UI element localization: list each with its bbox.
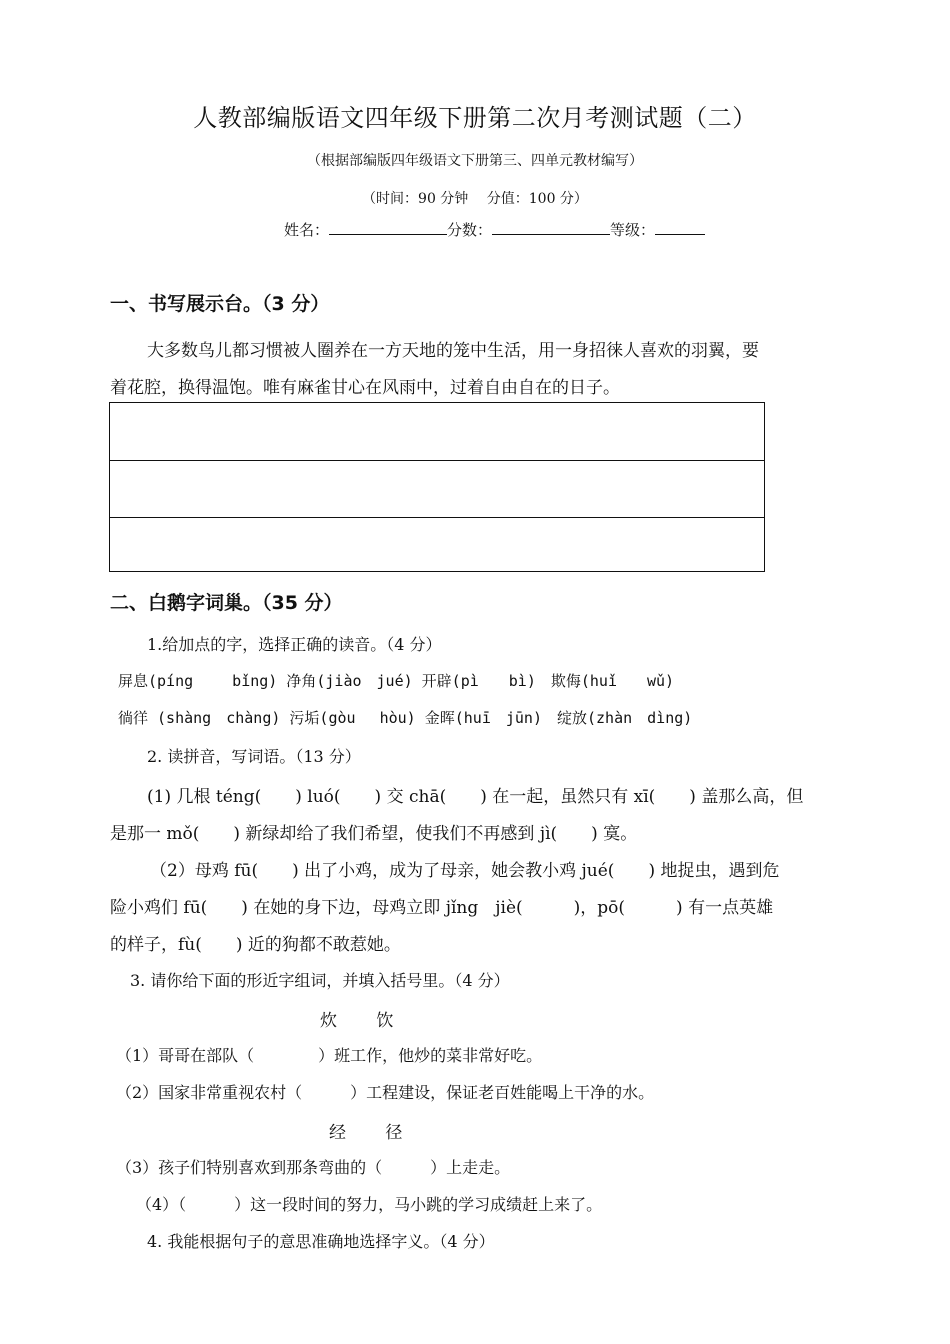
page-title: 人教部编版语文四年级下册第二次月考测试题（二） (193, 104, 757, 132)
q2-p1-line-2: 是那一 mǒ( ) 新绿却给了我们希望，使我们不再感到 jì( ) 寞。 (110, 824, 638, 844)
q2-p2-line-3: 的样子，fù( ) 近的狗都不敢惹她。 (110, 935, 401, 955)
q3-prompt: 3. 请你给下面的形近字组词，并填入括号里。（4 分） (130, 971, 510, 990)
passage-line-2: 着花腔，换得温饱。唯有麻雀甘心在风雨中，过着自由自在的日子。 (110, 378, 620, 398)
q3-sentence-4: （4）（ ）这一段时间的努力，马小跳的学习成绩赶上来了。 (136, 1195, 603, 1214)
page-subtitle: （根据部编版四年级语文下册第三、四单元教材编写） (307, 153, 643, 169)
name-label: 姓名： (284, 221, 330, 239)
q2-p1-line-1: (1) 几根 téng( ) luó( ) 交 chā( ) 在一起，虽然只有 xī( ) 盖那么高，但 (147, 787, 804, 807)
q3-sentence-3: （3）孩子们特别喜欢到那条弯曲的（ ）上走走。 (116, 1158, 511, 1177)
score-label: 分数： (447, 221, 493, 239)
q2-p2-line-1: （2）母鸡 fū( ) 出了小鸡，成为了母亲，她会教小鸡 jué( ) 地捉虫，遇到危 (150, 861, 780, 881)
grade-label: 等级： (610, 221, 656, 239)
q1-pinyin-row-1: 屏息(píng bǐng) 净角(jiào jué) 开辟(pì bì) 欺侮(huǐ wǔ) (118, 672, 675, 690)
time-info: （时间：90 分钟 分值：100 分） (362, 191, 588, 207)
writing-row[interactable] (110, 517, 764, 571)
passage-line-1: 大多数鸟儿都习惯被人圈养在一方天地的笼中生活，用一身招徕人喜欢的羽翼，要 (147, 341, 759, 361)
q3-word-pair-1: 炊 饮 (320, 1011, 394, 1031)
section2-heading: 二、白鹅字词巢。（35 分） (110, 592, 343, 614)
name-blank[interactable] (329, 219, 447, 235)
q4-prompt: 4. 我能根据句子的意思准确地选择字义。（4 分） (147, 1232, 495, 1251)
q1-prompt: 1.给加点的字，选择正确的读音。（4 分） (147, 635, 442, 654)
student-info-row (284, 219, 705, 240)
writing-box (109, 402, 765, 572)
q3-sentence-1: （1）哥哥在部队（ ）班工作，他炒的菜非常好吃。 (116, 1046, 543, 1065)
writing-row[interactable] (110, 403, 764, 460)
q2-prompt: 2. 读拼音，写词语。（13 分） (147, 747, 361, 766)
q3-sentence-2: （2）国家非常重视农村（ ）工程建设，保证老百姓能喝上干净的水。 (116, 1083, 655, 1102)
q3-word-pair-2: 经 径 (329, 1123, 403, 1143)
q2-p2-line-2: 险小鸡们 fū( ) 在她的身下边，母鸡立即 jǐng jiè( )，pō( ) 有一点英雄 (110, 898, 774, 918)
section1-heading: 一、书写展示台。（3 分） (110, 293, 330, 315)
writing-row[interactable] (110, 460, 764, 517)
q1-pinyin-row-2: 徜徉 (shàng chàng) 污垢(gòu hòu) 金晖(huī jūn) 绽放(zhàn dìng) (118, 709, 693, 727)
score-blank[interactable] (492, 219, 610, 235)
grade-blank[interactable] (655, 219, 705, 235)
